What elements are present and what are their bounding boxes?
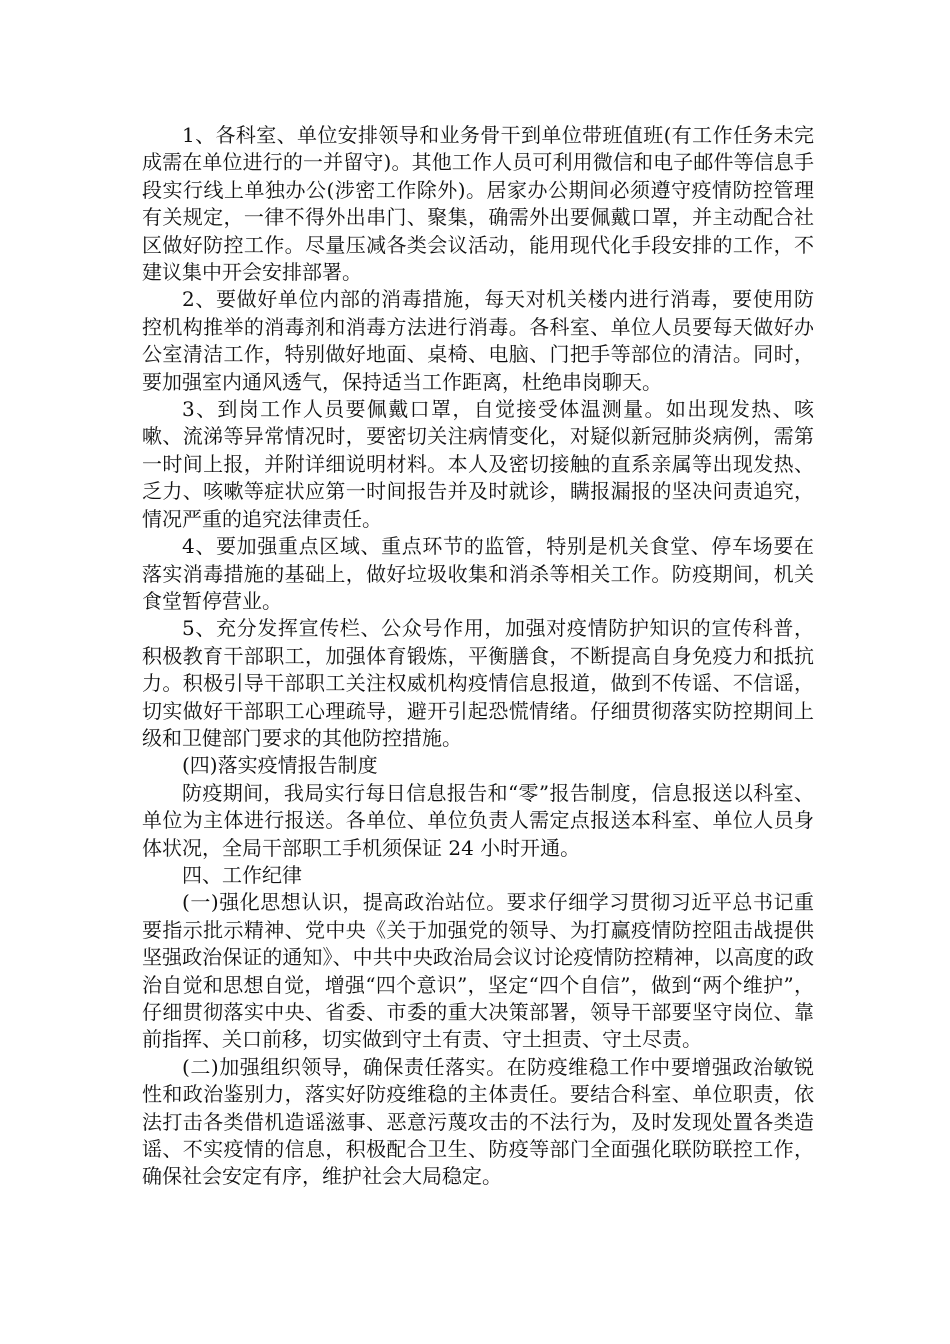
paragraph-item-5: 5、充分发挥宣传栏、公众号作用，加强对疫情防护知识的宣传科普，积极教育干部职工，加强体育锻炼，平衡膳食，不断提高自身免疫力和抵抗力。积极引导干部职工关注权威机构疫情信息报道，做到不传谣、不信谣，切实做好干部职工心理疏导，避开引起恐慌情绪。仔细贯彻落实防控期间上级和卫健部门要求的其他防控措施。: [142, 616, 814, 750]
paragraph-discipline-2: (二)加强组织领导，确保责任落实。在防疫维稳工作中要增强政治敏锐性和政治鉴别力，落实好防疫维稳的主体责任。要结合科室、单位职责，依法打击各类借机造谣滋事、恶意污蔑攻击的不法行为，及时发现处置各类造谣、不实疫情的信息，积极配合卫生、防疫等部门全面强化联防联控工作，确保社会安定有序，维护社会大局稳定。: [142, 1054, 814, 1189]
paragraph-item-4: 4、要加强重点区域、重点环节的监管，特别是机关食堂、停车场要在落实消毒措施的基础上，做好垃圾收集和消杀等相关工作。防疫期间，机关食堂暂停营业。: [142, 534, 814, 613]
paragraph-discipline-1: (一)强化思想认识，提高政治站位。要求仔细学习贯彻习近平总书记重要指示批示精神、党中央《关于加强党的领导、为打赢疫情防控阻击战提供坚强政治保证的通知》、中共中央政治局会议讨论疫情防控精神，以高度的政治自觉和思想自觉，增强“四个意识”，坚定“四个自信”，做到“两个维护”，仔细贯彻落实中央、省委、市委的重大决策部署，领导干部要坚守岗位、靠前指挥、关口前移，切实做到守土有责、守土担责、守土尽责。: [142, 890, 814, 1052]
paragraph-item-2: 2、要做好单位内部的消毒措施，每天对机关楼内进行消毒，要使用防控机构推举的消毒剂和消毒方法进行消毒。各科室、单位人员要每天做好办公室清洁工作，特别做好地面、桌椅、电脑、门把手等部位的清洁。同时，要加强室内通风透气，保持适当工作距离，杜绝串岗聊天。: [142, 287, 814, 394]
paragraph-report-system: 防疫期间，我局实行每日信息报告和“零”报告制度，信息报送以科室、单位为主体进行报送。各单位、单位负责人需定点报送本科室、单位人员身体状况，全局干部职工手机须保证 24 小时开通。: [142, 780, 814, 860]
document-page: [142, 122, 814, 1191]
paragraph-item-1: 1、各科室、单位安排领导和业务骨干到单位带班值班(有工作任务未完成需在单位进行的一并留守)。其他工作人员可利用微信和电子邮件等信息手段实行线上单独办公(涉密工作除外)。居家办公期间必须遵守疫情防控管理有关规定，一律不得外出串门、聚集，确需外出要佩戴口罩，并主动配合社区做好防控工作。尽量压减各类会议活动，能用现代化手段安排的工作，不建议集中开会安排部署。: [142, 123, 814, 285]
paragraph-item-3: 3、到岗工作人员要佩戴口罩，自觉接受体温测量。如出现发热、咳嗽、流涕等异常情况时，要密切关注病情变化，对疑似新冠肺炎病例，需第一时间上报，并附详细说明材料。本人及密切接触的直系亲属等出现发热、乏力、咳嗽等症状应第一时间报告并及时就诊，瞒报漏报的坚决问责追究，情况严重的追究法律责任。: [142, 397, 814, 531]
section-heading-work-discipline: 四、工作纪律: [182, 862, 302, 887]
section-heading-report-system: (四)落实疫情报告制度: [182, 753, 378, 778]
